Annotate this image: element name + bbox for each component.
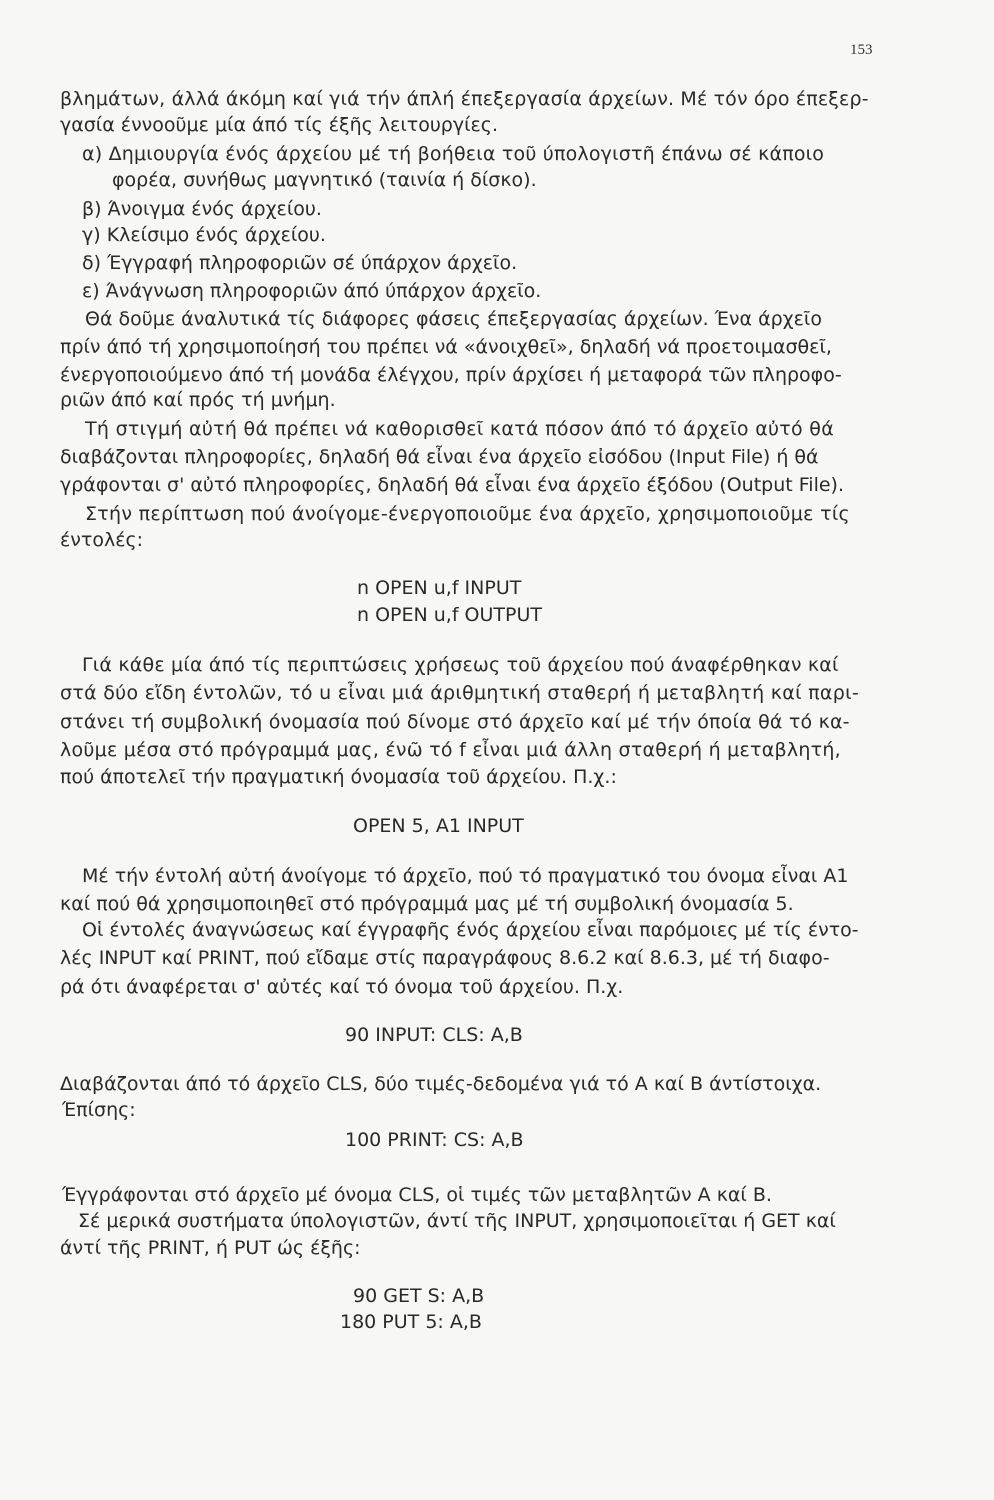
text-line: διαβάζονται πληροφορίες, δηλαδή θά εἶναι ένα άρχεῖο εἰσόδου (Input File) ή θά	[60, 446, 819, 468]
list-item: β) Άνοιγμα ένός άρχείου.	[82, 198, 322, 220]
text-line: καί πού θά χρησιμοποιηθεῖ στό πρόγραμμά μας μέ τή συμβολική όνομασία 5.	[60, 893, 794, 915]
text-line: Σέ μερικά συστήματα ύπολογιστῶν, άντί τῆς INPUT, χρησιμοποιεῖται ή GET καί	[78, 1210, 836, 1232]
code-line: n OPEN u,f OUTPUT	[357, 604, 542, 626]
text-line: ένεργοποιούμενο άπό τή μονάδα έλέγχου, πρίν άρχίσει ή μεταφορά τῶν πληροφο-	[60, 364, 842, 386]
text-line: ρά ότι άναφέρεται σ' αὐτές καί τό όνομα τοῦ άρχείου. Π.χ.	[60, 976, 624, 998]
text-line: στά δύο εἴδη έντολῶν, τό u εἶναι μιά άριθμητική σταθερή ή μεταβλητή καί παρι-	[60, 682, 859, 704]
text-line: άντί τῆς PRINT, ή PUT ώς έξῆς:	[60, 1237, 361, 1259]
list-item: γ) Κλείσιμο ένός άρχείου.	[82, 224, 326, 246]
list-item: δ) Έγγραφή πληροφοριῶν σέ ύπάρχον άρχεῖο.	[82, 252, 518, 274]
text-line: ριῶν άπό καί πρός τή μνήμη.	[60, 389, 336, 411]
text-line: Τή στιγμή αὐτή θά πρέπει νά καθορισθεῖ κατά πόσον άπό τό άρχεῖο αὐτό θά	[85, 418, 835, 440]
text-line: βλημάτων, άλλά άκόμη καί γιά τήν άπλή έπεξεργασία άρχείων. Μέ τόν όρο έπεξερ-	[60, 88, 869, 110]
text-line: γασία έννοοῦμε μία άπό τίς έξῆς λειτουργίες.	[60, 114, 499, 136]
text-line: Οἱ έντολές άναγνώσεως καί έγγραφῆς ένός άρχείου εἶναι παρόμοιες μέ τίς έντο-	[82, 919, 859, 941]
code-line: 100 PRINT: CS: A,B	[345, 1129, 524, 1151]
code-line: 90 GET S: A,B	[353, 1285, 485, 1307]
list-item: α) Δημιουργία ένός άρχείου μέ τή βοήθεια τοῦ ύπολογιστῆ έπάνω σέ κάποιο	[82, 143, 825, 165]
text-line: Έγγράφονται στό άρχεῖο μέ όνομα CLS, οἱ τιμές τῶν μεταβλητῶν A καί B.	[62, 1184, 772, 1206]
text-line: Στήν περίπτωση πού άνοίγομε-ένεργοποιοῦμε ένα άρχεῖο, χρησιμοποιοῦμε τίς	[85, 503, 851, 525]
text-line: γράφονται σ' αὐτό πληροφορίες, δηλαδή θά εἶναι ένα άρχεῖο έξόδου (Output File).	[60, 474, 844, 496]
text-line: Διαβάζονται άπό τό άρχεῖο CLS, δύο τιμές-δεδομένα γιά τό A καί B άντίστοιχα.	[60, 1073, 822, 1095]
text-line: πρίν άπό τή χρησιμοποίησή του πρέπει νά «άνοιχθεῖ», δηλαδή νά προετοιμασθεῖ,	[60, 336, 832, 358]
text-line: πού άποτελεῖ τήν πραγματική όνομασία τοῦ άρχείου. Π.χ.:	[60, 766, 617, 788]
code-line: 180 PUT 5: A,B	[340, 1311, 482, 1333]
code-line: n OPEN u,f INPUT	[357, 577, 522, 599]
text-line: Μέ τήν έντολή αὐτή άνοίγομε τό άρχεῖο, πού τό πραγματικό του όνομα εἶναι A1	[82, 865, 849, 887]
text-line: Θά δοῦμε άναλυτικά τίς διάφορες φάσεις έπεξεργασίας άρχείων. Ένα άρχεῖο	[85, 308, 822, 330]
text-line: Έπίσης:	[62, 1099, 136, 1121]
code-line: 90 INPUT: CLS: A,B	[345, 1024, 523, 1046]
text-line: έντολές:	[60, 529, 144, 551]
text-line: λές INPUT καί PRINT, πού εἴδαμε στίς παραγράφους 8.6.2 καί 8.6.3, μέ τή διαφο-	[60, 947, 830, 969]
text-line: λοῦμε μέσα στό πρόγραμμά μας, ένῶ τό f εἶναι μιά άλλη σταθερή ή μεταβλητή,	[60, 739, 841, 761]
code-line: OPEN 5, A1 INPUT	[353, 815, 524, 837]
text-line: στάνει τή συμβολική όνομασία πού δίνομε στό άρχεῖο καί μέ τήν όποία θά τό κα-	[60, 711, 850, 733]
page-number: 153	[850, 42, 873, 58]
list-item: ε) Άνάγνωση πληροφοριῶν άπό ύπάρχον άρχεῖο.	[82, 280, 542, 302]
text-line: Γιά κάθε μία άπό τίς περιπτώσεις χρήσεως τοῦ άρχείου πού άναφέρθηκαν καί	[82, 654, 839, 676]
list-item: φορέα, συνήθως μαγνητικό (ταινία ή δίσκο).	[112, 169, 537, 191]
